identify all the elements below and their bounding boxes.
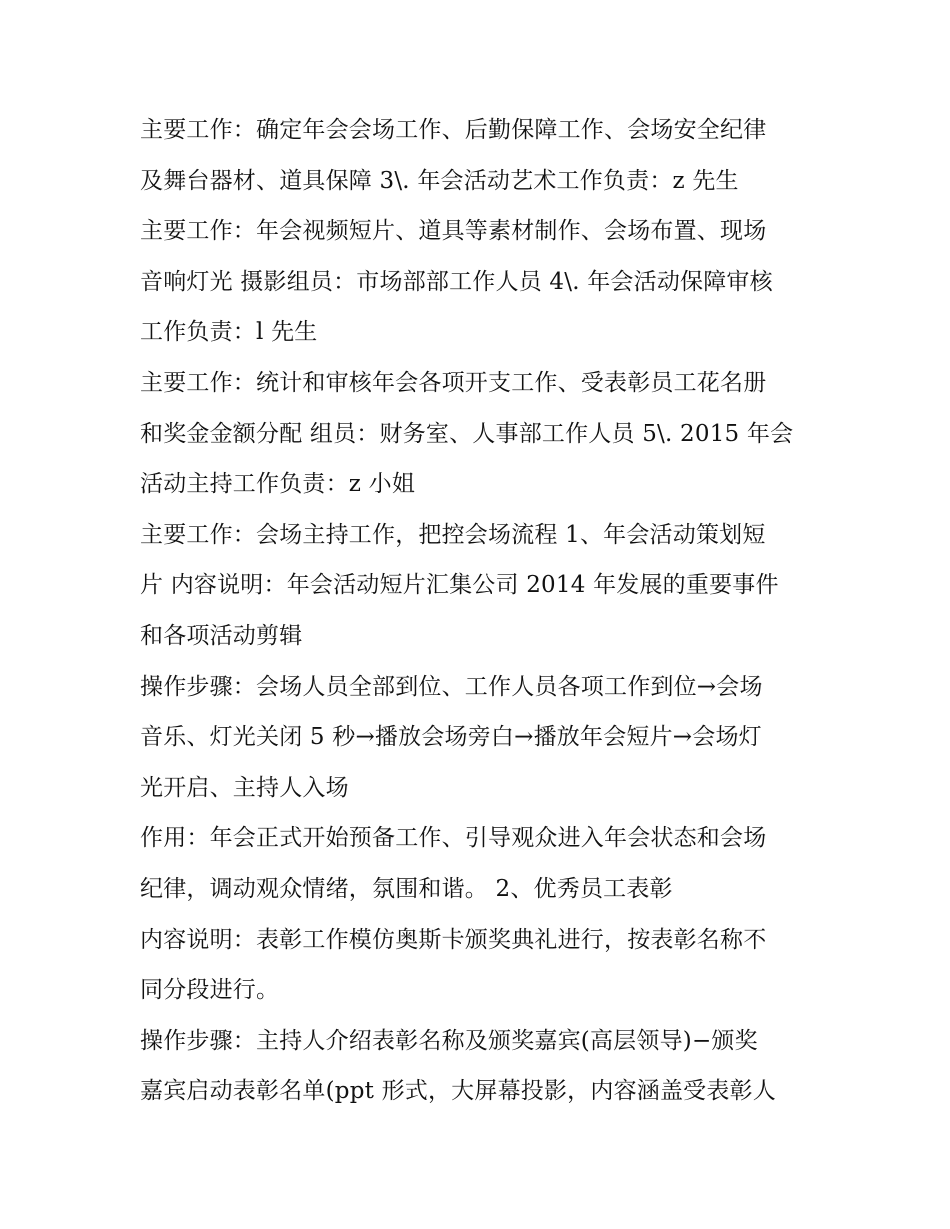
text-line: 嘉宾启动表彰名单(ppt 形式，大屏幕投影，内容涵盖受表彰人 [140,1078,776,1105]
text-line: 和奖金金额分配 组员：财务室、人事部工作人员 5\. 2015 年会 [140,420,794,447]
text-line: 主要工作：会场主持工作，把控会场流程 1、年会活动策划短 [140,521,766,548]
text-line: 及舞台器材、道具保障 3\. 年会活动艺术工作负责：z 先生 [140,167,739,194]
text-line: 主要工作：统计和审核年会各项开支工作、受表彰员工花名册 [140,369,767,396]
text-line: 内容说明：表彰工作模仿奥斯卡颁奖典礼进行，按表彰名称不 [140,926,767,953]
paragraph-art-work [140,206,820,358]
text-line: 音乐、灯光关闭 5 秒→播放会场旁白→播放年会短片→会场灯 [140,724,762,751]
paragraph-audit-work [140,358,820,510]
text-line: 作用：年会正式开始预备工作、引导观众进入年会状态和会场 [140,825,767,852]
text-line: 片 内容说明：年会活动短片汇集公司 2014 年发展的重要事件 [140,572,779,599]
paragraph-award-description [140,915,820,1016]
paragraph-host-work [140,510,820,662]
paragraph-operation-steps-1 [140,662,820,814]
text-line: 活动主持工作负责：z 小姐 [140,471,416,498]
text-line: 音响灯光 摄影组员：市场部部工作人员 4\. 年会活动保障审核 [140,268,773,295]
paragraph-venue-logistics [140,105,820,206]
text-line: 操作步骤：会场人员全部到位、工作人员各项工作到位→会场 [140,673,763,700]
text-line: 和各项活动剪辑 [140,622,303,649]
text-line: 纪律，调动观众情绪，氛围和谐。 2、优秀员工表彰 [140,875,673,902]
text-line: 同分段进行。 [140,977,280,1004]
text-line: 操作步骤：主持人介绍表彰名称及颁奖嘉宾(高层领导)−颁奖 [140,1027,758,1054]
paragraph-operation-steps-2 [140,1016,820,1117]
text-line: 主要工作：年会视频短片、道具等素材制作、会场布置、现场 [140,218,767,245]
text-line: 工作负责：l 先生 [140,319,318,346]
document-body [140,105,820,1117]
text-line: 主要工作：确定年会会场工作、后勤保障工作、会场安全纪律 [140,117,767,143]
paragraph-purpose [140,813,820,914]
text-line: 光开启、主持人入场 [140,774,349,801]
